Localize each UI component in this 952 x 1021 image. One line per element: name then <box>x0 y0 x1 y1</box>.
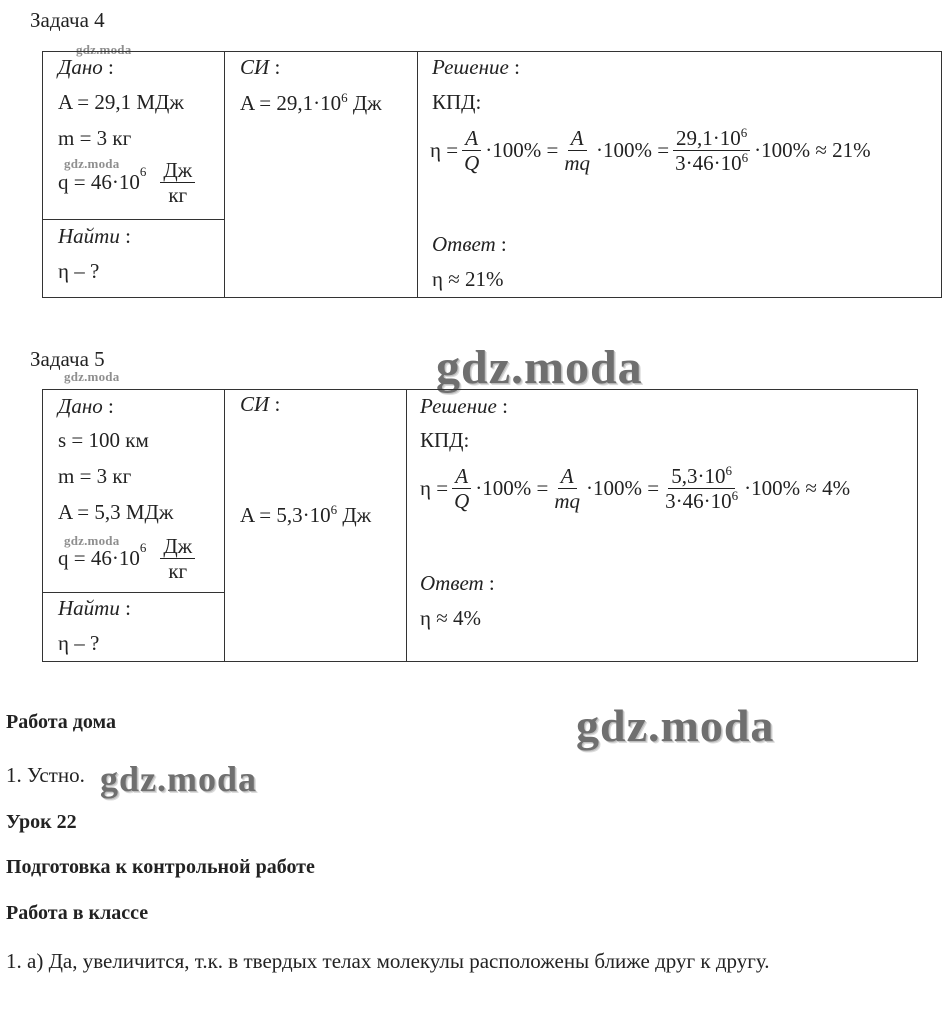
lesson-subheading: Подготовка к контрольной работе <box>6 856 315 878</box>
watermark: gdz.moda <box>64 156 120 171</box>
homework-item: 1. Устно. <box>6 763 85 787</box>
class-work-item: 1. а) Да, увеличится, т.к. в твердых телах молекулы расположены ближе друг к другу. <box>6 949 770 973</box>
given-A: A = 5,3 МДж <box>58 500 174 524</box>
table-divider <box>417 52 418 297</box>
class-work-heading: Работа в классе <box>6 902 149 924</box>
kpd-label: КПД: <box>420 428 470 452</box>
given-s: s = 100 км <box>58 428 149 452</box>
given-q: q = 46·10 $^6$ $\frac{Дж}{кг}$ <box>58 534 198 583</box>
answer-value: η ≈ 4% <box>420 606 482 630</box>
given-m: m = 3 кг <box>58 464 132 488</box>
watermark: gdz.moda <box>64 533 120 548</box>
find-value: η – ? <box>58 259 100 283</box>
find-label: Найти : <box>58 224 131 248</box>
given-label: Дано : <box>58 55 114 79</box>
find-label: Найти : <box>58 596 131 620</box>
efficiency-formula: η = $\frac{A}{Q}$ ·100% = $\frac{A}{mq}$ ·100% = $\frac{29,1\cdot 10^6}{3\cdot 46\cdot 10^6}$ ·100% ≈ 21% <box>430 125 871 176</box>
task4-title: Задача 4 <box>30 8 105 32</box>
task5-title: Задача 5 <box>30 347 105 371</box>
answer-value: η ≈ 21% <box>432 267 504 291</box>
table-divider <box>43 219 224 220</box>
homework-heading: Работа дома <box>6 711 116 733</box>
watermark: gdz.moda <box>64 369 120 384</box>
given-q: q = 46·10 $^6$ $\frac{Дж}{кг}$ <box>58 158 198 207</box>
watermark: gdz.moda <box>100 759 258 799</box>
lesson-heading: Урок 22 <box>6 811 77 833</box>
si-label: СИ : <box>240 392 281 416</box>
table-divider <box>224 390 225 661</box>
watermark: gdz.moda <box>76 42 132 57</box>
watermark: gdz.moda <box>576 700 775 751</box>
table-divider <box>43 592 224 593</box>
si-value: $A = 29,1\cdot 10^6$ Дж <box>240 90 382 115</box>
table-divider <box>406 390 407 661</box>
kpd-label: КПД: <box>432 90 482 114</box>
solution-label: Решение : <box>432 55 520 79</box>
si-value: $A = 5,3\cdot 10^6$ Дж <box>240 502 372 527</box>
given-A: A = 29,1 МДж <box>58 90 184 114</box>
given-m: m = 3 кг <box>58 126 132 150</box>
efficiency-formula: η = $\frac{A}{Q}$ ·100% = $\frac{A}{mq}$ ·100% = $\frac{5,3\cdot 10^6}{3\cdot 46\cdot 10^6}$ ·100% ≈ 4% <box>420 463 851 514</box>
si-label: СИ : <box>240 55 281 79</box>
find-value: η – ? <box>58 631 100 655</box>
table-divider <box>224 52 225 297</box>
solution-label: Решение : <box>420 394 508 418</box>
watermark: gdz.moda <box>436 341 643 394</box>
answer-label: Ответ : <box>432 232 507 256</box>
answer-label: Ответ : <box>420 571 495 595</box>
given-label: Дано : <box>58 394 114 418</box>
